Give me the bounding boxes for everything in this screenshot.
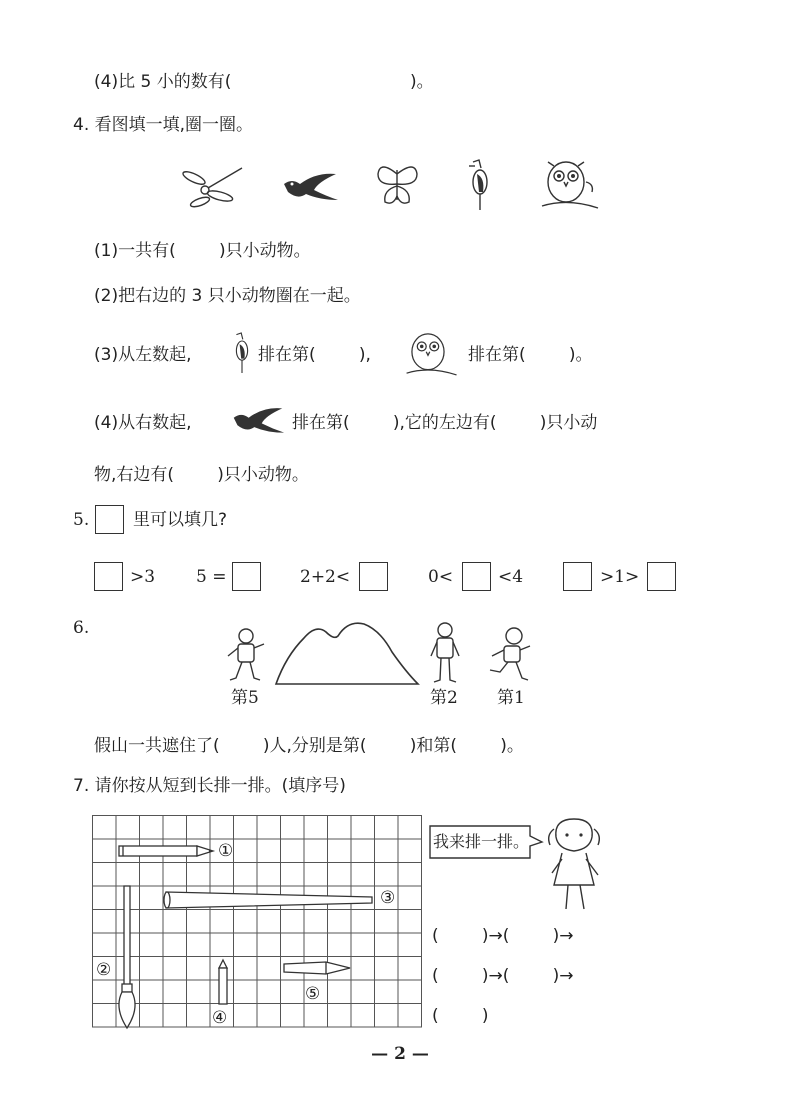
butterfly-icon <box>375 160 420 210</box>
q5-number: 5. <box>73 510 90 530</box>
owl-icon <box>538 152 603 217</box>
pen-icon <box>282 958 352 978</box>
q6-label-mid: 第2 <box>430 688 458 708</box>
answer-box-2[interactable] <box>232 562 261 591</box>
q5-title-text: 里可以填几? <box>133 510 228 530</box>
swallow-icon <box>280 170 340 205</box>
rockery-mountain <box>272 616 422 688</box>
answer-box-5[interactable] <box>563 562 592 591</box>
running-child-icon <box>224 626 268 686</box>
answer-box-4[interactable] <box>462 562 491 591</box>
q4-part2: (2)把右边的 3 只小动物圈在一起。 <box>94 286 361 306</box>
girl-icon <box>540 815 610 915</box>
short-pencil-icon <box>216 958 230 1008</box>
page-number: — 2 — <box>371 1044 429 1064</box>
q4-title: 4. 看图填一填,圈一圈。 <box>73 115 254 135</box>
pencil-icon <box>117 843 217 859</box>
q3-4-prefix: (4)比 5 小的数有( <box>94 72 232 92</box>
q5-expr-3: 2+2< <box>300 567 351 587</box>
woodpecker-icon <box>465 158 495 212</box>
q4-part3-c: 排在第( )。 <box>468 345 593 365</box>
long-stick-icon <box>162 889 378 911</box>
answer-row-3: ( ) <box>432 1006 489 1026</box>
answer-box-1[interactable] <box>94 562 123 591</box>
q4-part4-a: (4)从右数起, <box>94 413 192 433</box>
item-label-5: ⑤ <box>305 984 321 1004</box>
q4-part4-b: 排在第( ),它的左边有( )只小动 <box>292 413 598 433</box>
q3-4-suffix: )。 <box>410 72 434 92</box>
owl-icon <box>402 325 462 383</box>
answer-row-2: ( )→( )→ <box>432 966 574 986</box>
brush-icon <box>116 884 138 1030</box>
answer-box-6[interactable] <box>647 562 676 591</box>
q5-expr-5: >1> <box>600 567 640 587</box>
answer-row-1: ( )→( )→ <box>432 926 574 946</box>
q5-expr-4a: 0< <box>428 567 454 587</box>
item-label-1: ① <box>218 841 234 861</box>
q6-label-left: 第5 <box>231 688 259 708</box>
q4-part3-a: (3)从左数起, <box>94 345 192 365</box>
swallow-icon <box>230 404 286 438</box>
answer-box-3[interactable] <box>359 562 388 591</box>
standing-child-icon <box>428 620 462 686</box>
q5-title-box <box>95 505 124 534</box>
q7-title: 7. 请你按从短到长排一排。(填序号) <box>73 776 346 796</box>
q5-expr-1: >3 <box>130 567 156 587</box>
speech-bubble-text: 我来排一排。 <box>433 832 530 851</box>
q5-expr-2: 5 = <box>196 567 227 587</box>
q5-expr-4b: <4 <box>498 567 524 587</box>
q4-part4-c: 物,右边有( )只小动物。 <box>94 465 309 485</box>
woodpecker-icon <box>230 327 254 379</box>
item-label-3: ③ <box>380 888 396 908</box>
running-child-icon <box>486 624 534 684</box>
q4-part1: (1)一共有( )只小动物。 <box>94 241 311 261</box>
dragonfly-icon <box>180 160 250 210</box>
q6-label-right: 第1 <box>497 688 525 708</box>
item-label-2: ② <box>96 960 112 980</box>
item-label-4: ④ <box>212 1008 228 1028</box>
q6-number: 6. <box>73 618 90 638</box>
q4-part3-b: 排在第( ), <box>258 345 371 365</box>
q6-question: 假山一共遮住了( )人,分别是第( )和第( )。 <box>94 736 524 756</box>
